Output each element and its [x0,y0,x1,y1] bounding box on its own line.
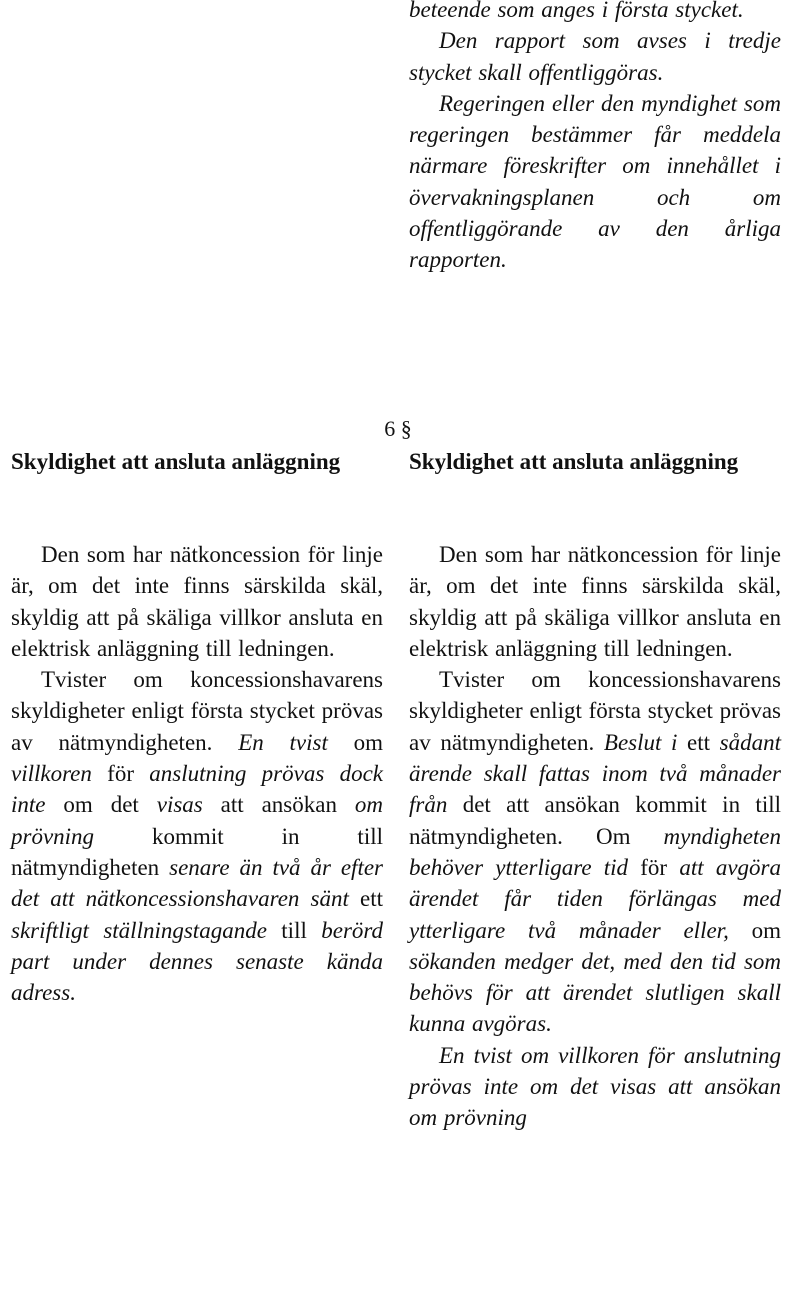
paragraph [11,539,383,664]
right-body [409,539,781,1134]
text-run: skriftligt ställningstagande [11,917,267,943]
text-run: sådant ärende skall fattas inom två månader från [409,729,781,818]
text-run: ett [677,729,720,755]
text-run: beteende som anges i första stycket. [409,0,744,22]
left-heading: Skyldighet att ansluta anläggning [11,449,341,474]
text-run: Tvister om koncessionshavarens skyldigheter enligt första stycket prövas av nätmyndigheten. [11,667,383,755]
section-number: 6 § [384,416,412,441]
text-run: om det [45,792,157,818]
top-right-text [409,0,781,276]
text-run: berörd part under dennes senaste kända adress. [11,917,384,1006]
text-run: anslutning prövas dock inte [11,761,383,818]
text-run: En tvist om villkoren för anslutning prövas inte om det visas att ansökan om prövning [409,1042,781,1131]
text-run: sänt [310,886,349,912]
text-run: Regeringen eller den myndighet som regeringen bestämmer får meddela närmare föreskrifter om innehållet i övervakningsplanen och om offentliggörande av den årliga rapporten. [409,90,781,273]
text-run: om [327,729,383,755]
text-run: för [628,854,680,880]
text-run: för [91,761,150,787]
paragraph [409,88,781,276]
text-run: Den som har nätkoncession för linje är, om det inte finns särskilda skäl, skyldig att på skäliga villkor ansluta en elektrisk anläggning till ledningen. [11,542,383,661]
text-run: Beslut i [603,729,678,755]
paragraph [409,539,781,664]
paragraph [409,25,781,88]
left-body [11,539,383,1008]
text-run: ett [348,886,383,912]
text-run [299,886,310,911]
paragraph [409,1040,781,1134]
paragraph [409,0,781,25]
text-run: till [266,917,322,943]
text-run: sökanden medger det, med den tid som behövs för att ärendet slutligen skall kunna avgöras. [409,948,781,1037]
text-run: visas [156,792,203,818]
text-run: En tvist [238,729,328,755]
text-run: om [728,917,782,943]
text-run: senare än två år efter det att nätkoncessionshavaren [11,854,383,912]
text-run: att avgöra ärendet får tiden förlängas med ytterligare två månader eller, [409,854,781,943]
text-run: kommit in till nätmyndigheten [11,823,383,880]
right-heading: Skyldighet att ansluta anläggning [409,449,739,474]
text-run: Tvister om koncessionshavarens skyldigheter enligt första stycket prövas av nätmyndigheten. [409,667,781,755]
text-run: om prövning [11,792,383,849]
paragraph [409,664,781,1040]
paragraph [11,664,383,1008]
text-run: villkoren [11,761,92,787]
text-run: det att ansökan kommit in till nätmyndigheten. Om [409,792,781,849]
text-run: att ansökan [202,792,355,818]
text-run: myndigheten behöver ytterligare tid [409,823,781,880]
text-run: Den rapport som avses i tredje stycket skall offentliggöras. [409,28,781,85]
text-run: Den som har nätkoncession för linje är, om det inte finns särskilda skäl, skyldig att på skäliga villkor ansluta en elektrisk anläggning till ledningen. [409,542,781,661]
